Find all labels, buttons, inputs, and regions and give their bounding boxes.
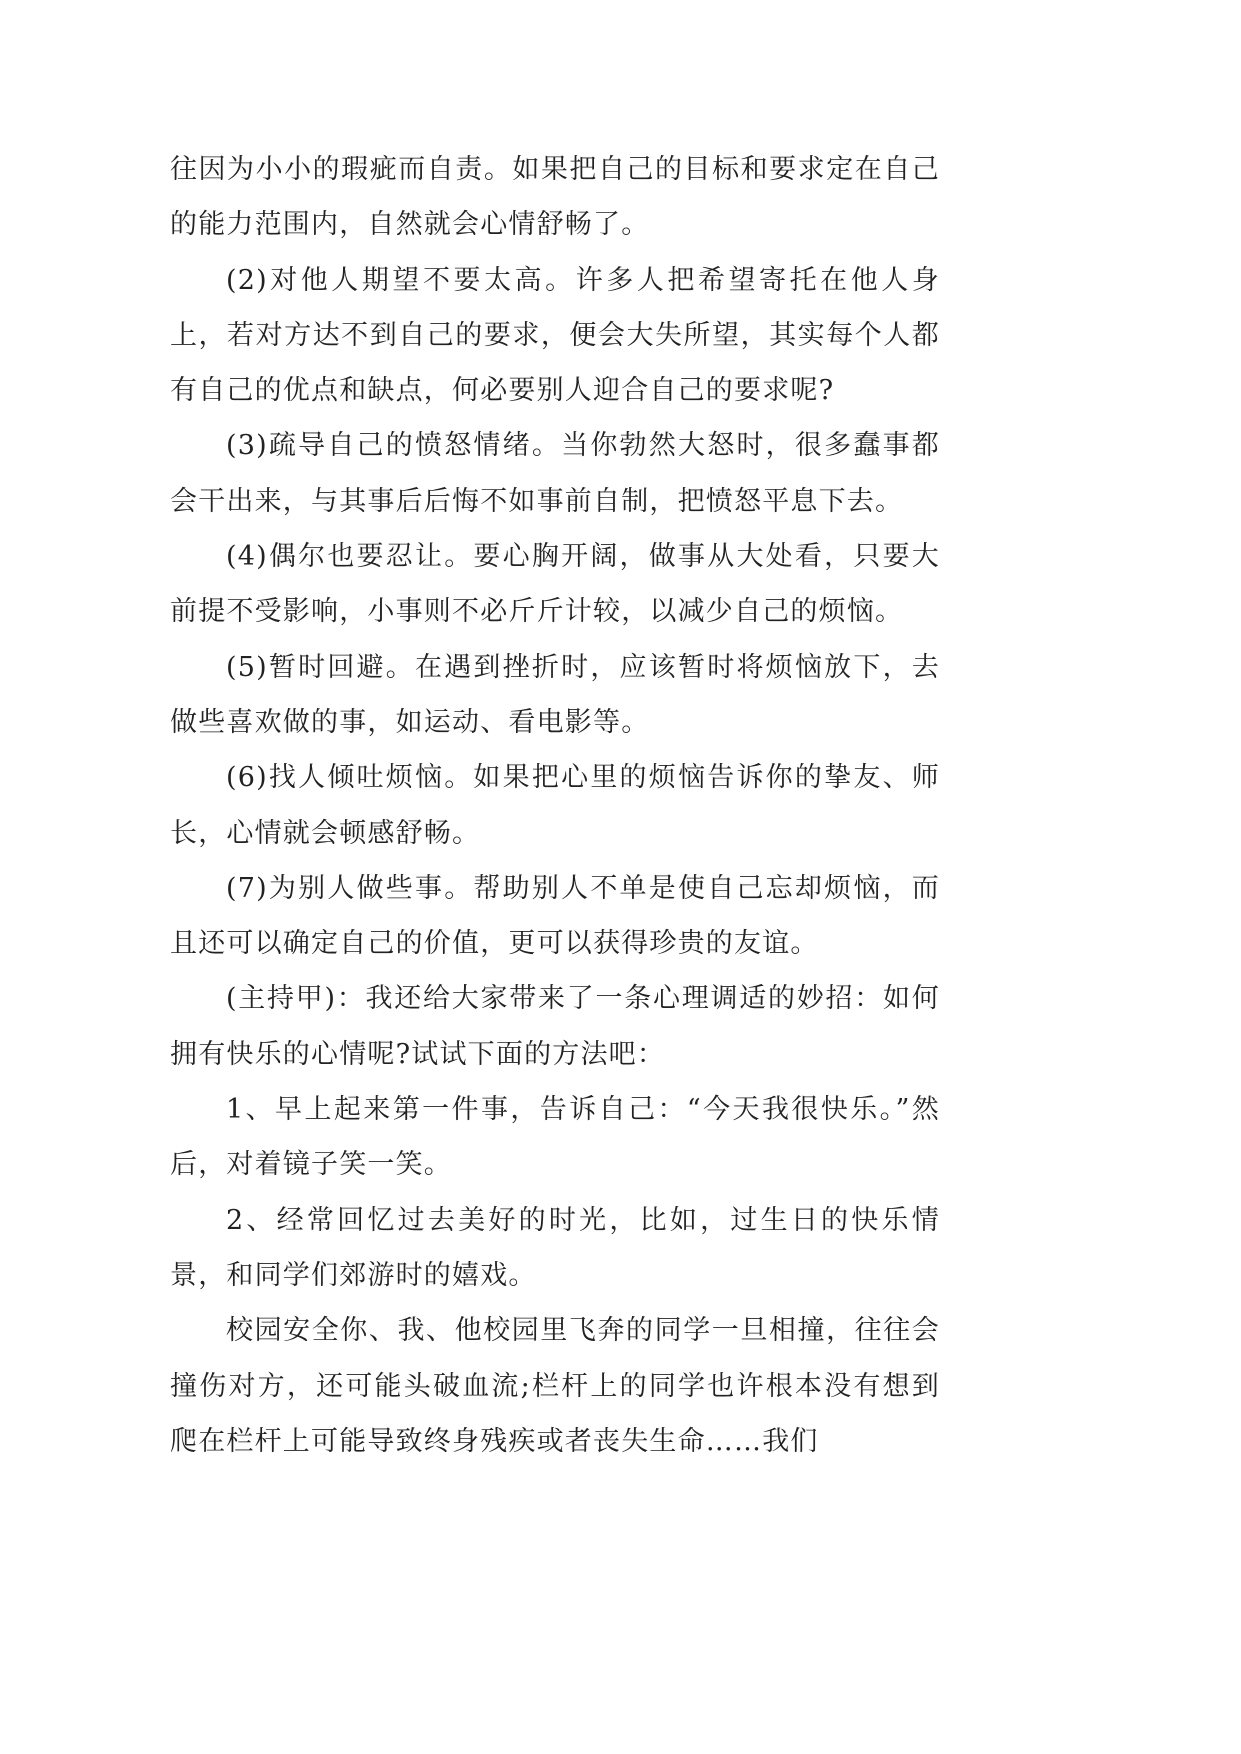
paragraph-host-speech: (主持甲)：我还给大家带来了一条心理调适的妙招：如何拥有快乐的心情呢?试试下面的方法吧： [170, 983, 940, 1070]
paragraph-tip-2: (2)对他人期望不要太高。许多人把希望寄托在他人身上，若对方达不到自己的要求，便会大失所望，其实每个人都有自己的优点和缺点，何必要别人迎合自己的要求呢? [170, 264, 940, 407]
paragraph-tip-3: (3)疏导自己的愤怒情绪。当你勃然大怒时，很多蠢事都会干出来，与其事后后悔不如事前自制，把愤怒平息下去。 [170, 430, 940, 517]
paragraph-continuation: 往因为小小的瑕疵而自责。如果把自己的目标和要求定在自己的能力范围内，自然就会心情舒畅了。 [170, 154, 940, 241]
paragraph-tip-7: (7)为别人做些事。帮助别人不单是使自己忘却烦恼，而且还可以确定自己的价值，更可以获得珍贵的友谊。 [170, 872, 940, 960]
paragraph-tip-4: (4)偶尔也要忍让。要心胸开阔，做事从大处看，只要大前提不受影响，小事则不必斤斤计较，以减少自己的烦恼。 [170, 541, 940, 628]
document-body [170, 142, 940, 1469]
paragraph-tip-5: (5)暂时回避。在遇到挫折时，应该暂时将烦恼放下，去做些喜欢做的事，如运动、看电影等。 [170, 651, 940, 738]
paragraph-method-1: 1、早上起来第一件事，告诉自己：“今天我很快乐。”然后，对着镜子笑一笑。 [170, 1094, 940, 1181]
paragraph-method-2: 2、经常回忆过去美好的时光，比如，过生日的快乐情景，和同学们郊游时的嬉戏。 [170, 1204, 940, 1291]
paragraph-tip-6: (6)找人倾吐烦恼。如果把心里的烦恼告诉你的挚友、师长，心情就会顿感舒畅。 [170, 762, 940, 849]
paragraph-campus-safety: 校园安全你、我、他校园里飞奔的同学一旦相撞，往往会撞伤对方，还可能头破血流;栏杆上的同学也许根本没有想到爬在栏杆上可能导致终身残疾或者丧失生命……我们 [170, 1315, 940, 1457]
